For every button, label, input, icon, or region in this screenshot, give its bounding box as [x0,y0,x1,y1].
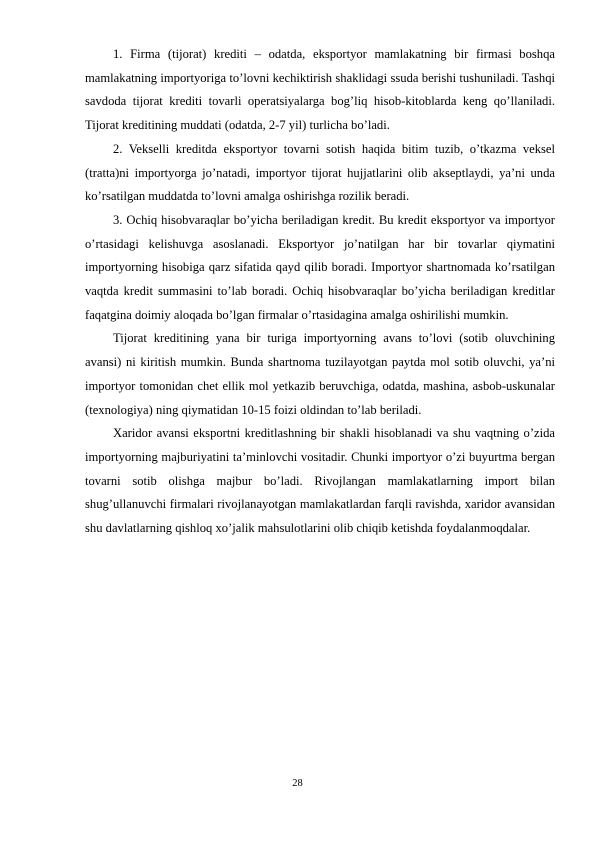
page-number: 28 [292,778,303,789]
paragraph-advance-payment: Tijorat kreditining yana bir turiga importyorning avans to’lovi (sotib oluvchining avansi) ni kiritish mumkin. Bunda shartnoma tuzilayotgan paytda mol sotib oluvchi, ya’ni importyor tomonidan chet ellik mol yetkazib beruvchiga, odatda, mashina, asbob-uskunalar (texnologiya) ning qiymatidan 10-15 foizi oldindan to’lab beriladi. [85,331,555,417]
paragraph-bill-credit: 2. Vekselli kreditda eksportyor tovarni sotish haqida bitim tuzib, o’tkazma veksel (tratta)ni importyorga jo’natadi, importyor tijorat hujjatlarini olib akseptlaydi, ya’ni unda ko’rsatilgan muddatda to’lovni amalga oshirishga rozilik beradi. [85,141,555,204]
paragraph-open-account-credit: 3. Ochiq hisobvaraqlar bo’yicha beriladigan kredit. Bu kredit eksportyor va importyor o’rtasidagi kelishuvga asoslanadi. Eksportyor jo’natilgan har bir tovarlar qiymatini importyorning hisobiga qarz sifatida qayd qilib boradi. Importyor shartnomada ko’rsatilgan vaqtda kredit summasini to’lab boradi. Ochiq hisobvaraqlar bo’yicha beriladigan kreditlar faqatgina doimiy aloqada bo’lgan firmalar o’rtasidagina amalga oshirilishi mumkin. [85,212,555,322]
paragraph-buyer-advance: Xaridor avansi eksportni kreditlashning bir shakli hisoblanadi va shu vaqtning o’zida importyorning majburiyatini ta’minlovchi vositadir. Chunki importyor o’zi buyurtma bergan tovarni sotib olishga majbur bo’ladi. Rivojlangan mamlakatlarning import bilan shug’ullanuvchi firmalari rivojlanayotgan mamlakatlardan farqli ravishda, xaridor avansidan shu davlatlarning qishloq xo’jalik mahsulotlarini olib chiqib ketishda foydalanmoqdalar. [85,426,555,536]
document-body [85,43,555,541]
paragraph-firm-credit: 1. Firma (tijorat) krediti – odatda, eksportyor mamlakatning bir firmasi boshqa mamlakatning importyoriga to’lovni kechiktirish shaklidagi ssuda berishi tushuniladi. Tashqi savdoda tijorat krediti tovarli operatsiyalarga bog’liq hisob-kitoblarda keng qo’llaniladi. Tijorat kreditining muddati (odatda, 2-7 yil) turlicha bo’ladi. [85,47,555,133]
